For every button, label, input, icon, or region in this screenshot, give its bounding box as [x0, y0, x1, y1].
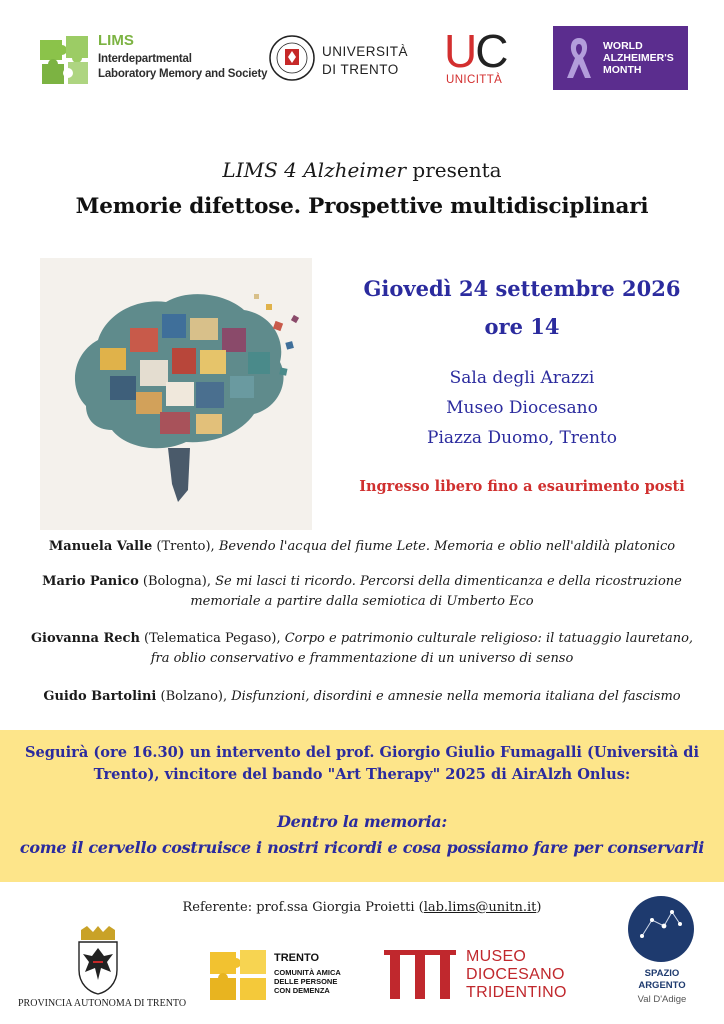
unicitta-mark: [444, 25, 507, 77]
museo-line1: MUSEO: [466, 948, 527, 965]
speaker-affiliation: (Trento),: [152, 539, 219, 554]
museo-diocesano-logo: [382, 948, 602, 1008]
unicitta-logo: [444, 25, 514, 90]
museo-line2: DIOCESANO: [466, 966, 565, 983]
spazio-line2: ARGENTO: [638, 980, 686, 991]
venue-museum: Museo Diocesano: [446, 398, 598, 418]
spazio-line1: SPAZIO: [644, 968, 680, 979]
contact-end: ): [536, 900, 542, 915]
world-alzheimers-month-logo: [553, 26, 688, 90]
puzzle-pieces-icon: [208, 948, 270, 1004]
speaker-affiliation: (Bolzano),: [156, 689, 232, 704]
followup-talk-title: Dentro la memoria:: [277, 812, 447, 831]
entry-note: Ingresso libero fino a esaurimento posti: [359, 478, 685, 495]
talk-title: Corpo e patrimonio culturale religioso: il tatuaggio lauretano, fra oblio conservativo e frammentazione di un universo di senso: [150, 631, 694, 666]
wam-line2: ALZHEIMER'S: [603, 52, 674, 64]
comunita-line3: DELLE PERSONE: [274, 977, 338, 986]
spazio-argento-logo: [624, 896, 700, 1016]
followup-intro: Seguirà (ore 16.30) un intervento del prof. Giorgio Giulio Fumagalli (Università di Trento), vincitore del bando "Art Therapy" 2025 di AirAlzh Onlus:: [24, 744, 700, 783]
talk-title: Disfunzioni, disordini e amnesie nella memoria italiana del fascismo: [231, 689, 681, 704]
comunita-line4: CON DEMENZA: [274, 986, 330, 995]
talk-title: Bevendo l'acqua del fiume Lete. Memoria e oblio nell'aldilà platonico: [218, 539, 676, 554]
speaker-name: Mario Panico: [42, 574, 139, 589]
unicitta-mark-c: C: [475, 25, 507, 77]
contact-email-link[interactable]: lab.lims@unitn.it: [423, 900, 537, 915]
venue-room: Sala degli Arazzi: [449, 368, 595, 388]
brain-puzzle-image: [40, 258, 312, 530]
venue-address: Piazza Duomo, Trento: [427, 428, 617, 448]
unitn-line2: DI TRENTO: [322, 62, 399, 77]
speaker-name: Manuela Valle: [48, 539, 153, 554]
spazio-argento-badge: [628, 896, 694, 962]
speaker-affiliation: (Telematica Pegaso),: [139, 631, 285, 646]
contact-label: Referente: prof.ssa Giorgia Proietti (: [182, 900, 424, 915]
event-date: Giovedì 24 settembre 2026: [363, 276, 681, 301]
talk-item: [20, 572, 704, 612]
event-time: ore 14: [484, 314, 560, 339]
unicitta-name: UNICITTÀ: [446, 74, 503, 86]
coat-of-arms-icon: [73, 926, 123, 996]
unitn-line1: UNIVERSITÀ: [322, 44, 409, 59]
lims-line1: Interdepartmental: [98, 53, 192, 65]
comunita-line1: TRENTO: [274, 952, 320, 964]
logo-header: [0, 22, 724, 94]
provincia-logo: [18, 926, 187, 1016]
lims-logo: [38, 32, 268, 88]
talk-title: Se mi lasci ti ricordo. Percorsi della dimenticanza e della ricostruzione memoriale a partire dalla semiotica di Umberto Eco: [190, 574, 682, 609]
followup-band: [0, 730, 724, 882]
spazio-line3: Val D'Adige: [637, 994, 687, 1005]
puzzle-logo-icon: [38, 32, 94, 88]
event-title: Memorie difettose. Prospettive multidisciplinari: [75, 194, 649, 219]
awareness-ribbon-icon: [563, 34, 595, 82]
series-name: LIMS 4 Alzheimer: [222, 158, 407, 182]
museo-line3: TRIDENTINO: [466, 984, 567, 1001]
followup-talk-subtitle: come il cervello costruisce i nostri ricordi e cosa possiamo fare per conservarli: [19, 838, 705, 857]
comunita-amica-logo: [208, 948, 348, 1008]
unitn-logo: [268, 34, 413, 88]
speaker-name: Guido Bartolini: [43, 689, 157, 704]
series-heading: [0, 158, 724, 182]
lims-name: LIMS: [98, 32, 134, 49]
talk-item: [20, 687, 704, 707]
talk-item: [20, 629, 704, 669]
speaker-name: Giovanna Rech: [30, 631, 140, 646]
speaker-affiliation: (Bologna),: [138, 574, 216, 589]
unicitta-mark-u: U: [444, 25, 476, 77]
university-seal-icon: [268, 34, 316, 82]
wam-line3: MONTH: [603, 64, 642, 76]
wam-line1: WORLD: [603, 40, 643, 52]
presenta-word: presenta: [406, 158, 502, 182]
contact-line: [0, 900, 724, 915]
constellation-icon: [628, 896, 694, 962]
provincia-name: PROVINCIA AUTONOMA DI TRENTO: [18, 998, 187, 1009]
museum-columns-icon: [382, 950, 458, 1002]
lims-line2: Laboratory Memory and Society: [98, 68, 268, 80]
talk-item: [20, 537, 704, 557]
comunita-line2: COMUNITÀ AMICA: [274, 968, 341, 977]
